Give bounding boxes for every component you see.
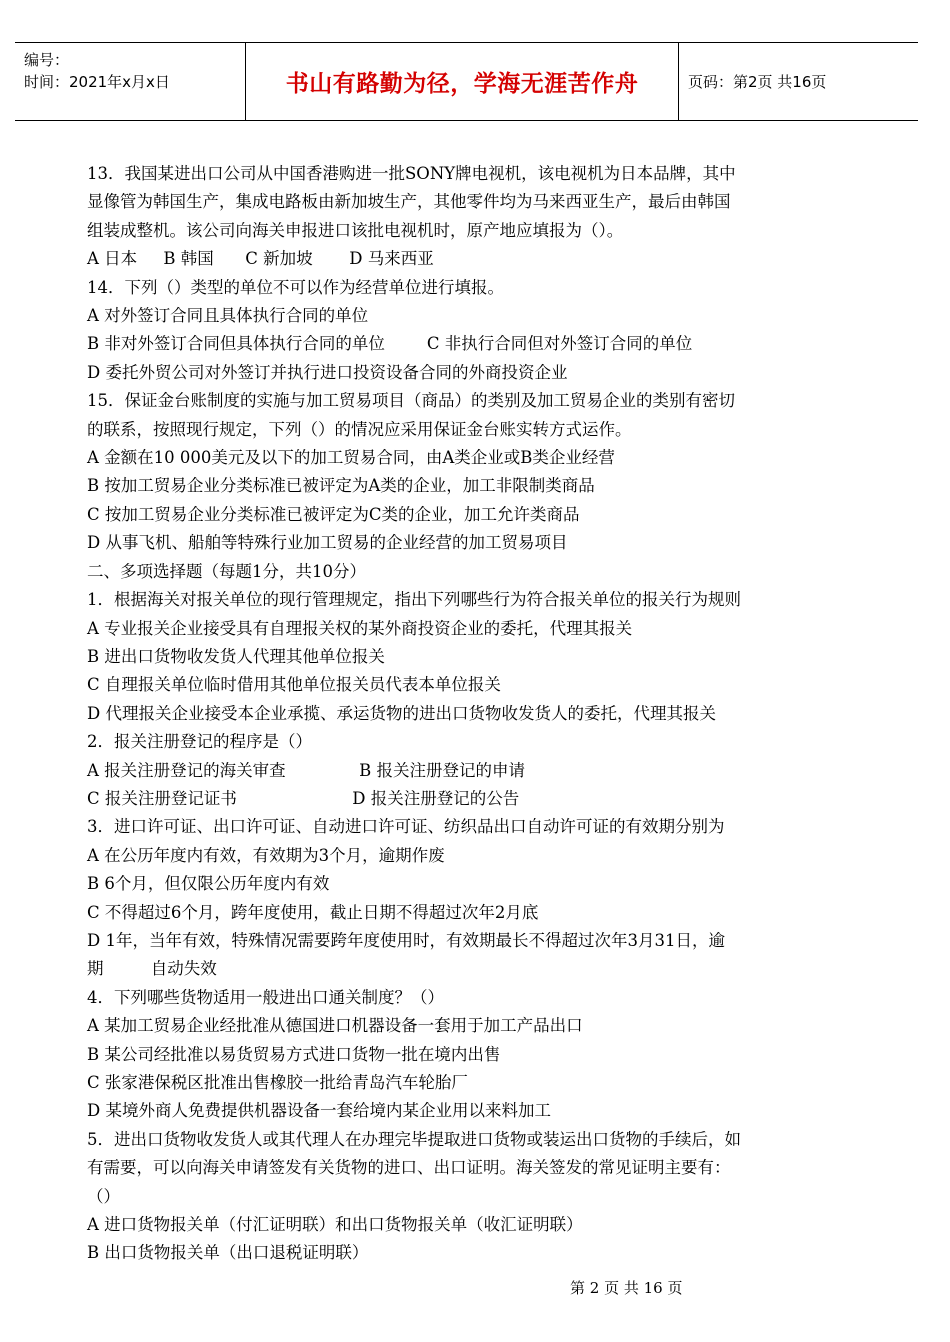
text-line: B 出口货物报关单（出口退税证明联）	[87, 1243, 369, 1263]
section-heading: 二、多项选择题（每题1分，共10分）	[87, 561, 366, 581]
text-line: A 进口货物报关单（付汇证明联）和出口货物报关单（收汇证明联）	[87, 1215, 583, 1235]
document-number-label: 编号：	[24, 51, 70, 69]
text-line: 组装成整机。该公司向海关申报进口该批电视机时，原产地应填报为（）。	[87, 220, 624, 240]
text-line: 14．下列（）类型的单位不可以作为经营单位进行填报。	[87, 277, 504, 297]
text-line: 4．下列哪些货物适用一般进出口通关制度？（）	[87, 987, 444, 1007]
text-line: A 日本 B 韩国 C 新加坡 D 马来西亚	[87, 249, 434, 269]
text-line: D 某境外商人免费提供机器设备一套给境内某企业用以来料加工	[87, 1101, 551, 1121]
text-line: A 对外签订合同且具体执行合同的单位	[87, 306, 369, 326]
text-line: A 报关注册登记的海关审查 B 报关注册登记的申请	[87, 760, 525, 780]
text-line: 期 自动失效	[87, 959, 217, 979]
text-line: 15．保证金台账制度的实施与加工贸易项目（商品）的类别及加工贸易企业的类别有密切	[87, 391, 735, 411]
text-line: 有需要，可以向海关申请签发有关货物的进口、出口证明。海关签发的常见证明主要有：	[87, 1158, 731, 1178]
header-motto: 书山有路勤为径，学海无涯苦作舟	[285, 71, 639, 97]
text-line: A 某加工贸易企业经批准从德国进口机器设备一套用于加工产品出口	[87, 1016, 583, 1036]
text-line: 显像管为韩国生产，集成电路板由新加坡生产，其他零件均为马来西亚生产，最后由韩国	[87, 192, 731, 212]
document-body	[87, 160, 857, 1268]
text-line: B 非对外签订合同但具体执行合同的单位 C 非执行合同但对外签订合同的单位	[87, 334, 693, 354]
text-line: （）	[87, 1186, 120, 1206]
text-line: A 金额在10 000美元及以下的加工贸易合同，由A类企业或B类企业经营	[87, 448, 615, 468]
page-footer: 第 2 页 共 16 页	[570, 1279, 683, 1297]
text-line: D 1年，当年有效，特殊情况需要跨年度使用时，有效期最长不得超过次年3月31日，逾	[87, 930, 725, 950]
text-line: 13．我国某进出口公司从中国香港购进一批SONY牌电视机，该电视机为日本品牌，其中	[87, 164, 736, 183]
header-page-cell	[678, 43, 918, 120]
text-line: 5．进出口货物收发货人或其代理人在办理完毕提取进口货物或装运出口货物的手续后，如	[87, 1129, 741, 1149]
text-line: D 委托外贸公司对外签订并执行进口投资设备合同的外商投资企业	[87, 362, 568, 382]
text-line: C 自理报关单位临时借用其他单位报关员代表本单位报关	[87, 675, 501, 695]
text-line: C 张家港保税区批准出售橡胶一批给青岛汽车轮胎厂	[87, 1073, 468, 1092]
text-line: B 按加工贸易企业分类标准已被评定为A类的企业，加工非限制类商品	[87, 476, 595, 496]
text-line: A 在公历年度内有效，有效期为3个月，逾期作废	[87, 845, 445, 865]
text-line: D 从事飞机、船舶等特殊行业加工贸易的企业经营的加工贸易项目	[87, 533, 568, 553]
text-line: C 按加工贸易企业分类标准已被评定为C类的企业，加工允许类商品	[87, 504, 580, 524]
text-line: 的联系，按照现行规定，下列（）的情况应采用保证金台账实转方式运作。	[87, 419, 632, 439]
header-meta-cell	[15, 43, 245, 120]
text-line: 3．进口许可证、出口许可证、自动进口许可证、纺织品出口自动许可证的有效期分别为	[87, 817, 725, 837]
text-line: 2．报关注册登记的程序是（）	[87, 732, 312, 752]
text-line: D 代理报关企业接受本企业承揽、承运货物的进出口货物收发货人的委托，代理其报关	[87, 703, 716, 723]
text-line: B 进出口货物收发货人代理其他单位报关	[87, 646, 385, 666]
text-line: C 报关注册登记证书 D 报关注册登记的公告	[87, 788, 520, 808]
header-page-info: 页码：第2页 共16页	[688, 73, 827, 91]
text-line: C 不得超过6个月，跨年度使用，截止日期不得超过次年2月底	[87, 902, 539, 922]
document-time-label: 时间：2021年x月x日	[24, 73, 170, 91]
text-line: B 某公司经批准以易货贸易方式进口货物一批在境内出售	[87, 1044, 501, 1064]
text-line: 1．根据海关对报关单位的现行管理规定，指出下列哪些行为符合报关单位的报关行为规则	[87, 590, 741, 610]
document-header	[15, 42, 918, 121]
header-motto-cell	[245, 43, 679, 120]
text-line: B 6个月，但仅限公历年度内有效	[87, 874, 330, 894]
text-line: A 专业报关企业接受具有自理报关权的某外商投资企业的委托，代理其报关	[87, 618, 633, 638]
